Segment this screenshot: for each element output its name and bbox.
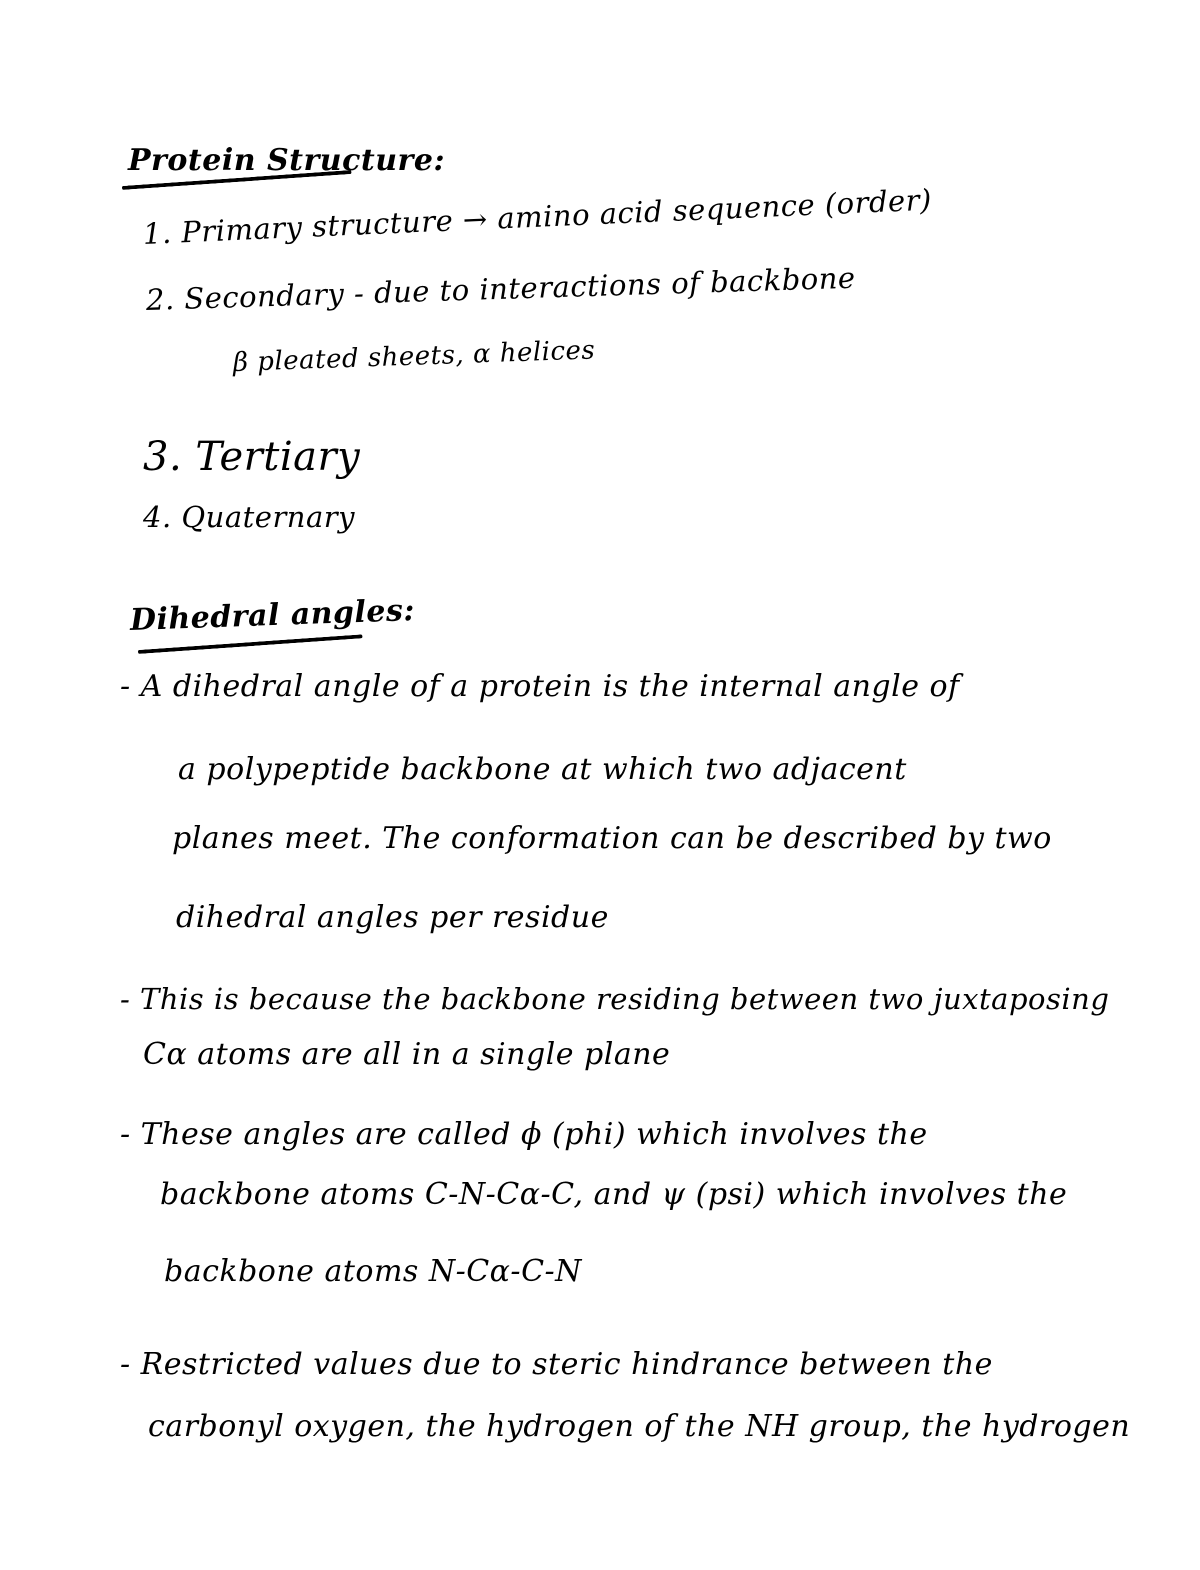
paragraph-line: planes meet. The conformation can be described by two [172, 821, 1052, 856]
paragraph-line: - These angles are called ϕ (phi) which involves the [120, 1117, 928, 1152]
paragraph-line: - Restricted values due to steric hindrance between the [120, 1347, 993, 1382]
list-item-primary: 1. Primary structure → amino acid sequence (order) [142, 182, 933, 251]
list-item-secondary: 2. Secondary - due to interactions of backbone [145, 260, 857, 317]
dihedral-angles-heading: Dihedral angles: [129, 593, 416, 638]
paragraph-line: - A dihedral angle of a protein is the internal angle of [120, 669, 960, 704]
paragraph-line: dihedral angles per residue [176, 900, 609, 935]
list-item-quaternary: 4. Quaternary [143, 500, 356, 534]
paragraph-line: backbone atoms C-N-Cα-C, and ψ (psi) which involves the [160, 1177, 1068, 1212]
list-item-tertiary: 3. Tertiary [143, 434, 361, 480]
list-item-secondary-detail: β pleated sheets, α helices [232, 335, 596, 378]
protein-structure-heading: Protein Structure: [128, 143, 446, 178]
paragraph-line: backbone atoms N-Cα-C-N [164, 1254, 582, 1289]
paragraph-line: Cα atoms are all in a single plane [143, 1037, 671, 1072]
paragraph-line: - This is because the backbone residing between two juxtaposing [120, 982, 1110, 1016]
paragraph-line: carbonyl oxygen, the hydrogen of the NH group, the hydrogen [148, 1409, 1131, 1444]
paragraph-line: a polypeptide backbone at which two adjacent [178, 752, 907, 787]
heading-underline [138, 634, 363, 654]
